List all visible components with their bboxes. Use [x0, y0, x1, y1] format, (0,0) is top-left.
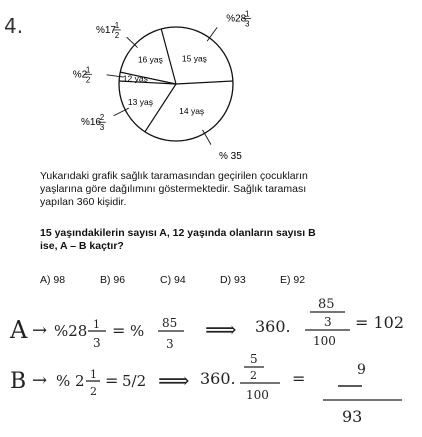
choice-e[interactable]: E) 92 — [280, 274, 306, 286]
hw-a-denom: 100 — [313, 334, 336, 348]
hw-a-var: A — [10, 316, 28, 344]
svg-text:%28: %28 — [226, 13, 247, 25]
svg-text:2: 2 — [99, 113, 105, 123]
hw-b-answer: 93 — [342, 407, 363, 426]
hw-b-eq2: = — [292, 369, 306, 388]
svg-text:%2: %2 — [72, 69, 88, 81]
hw-a-calc: 360. — [255, 317, 291, 336]
svg-text:%17: %17 — [95, 24, 116, 36]
hw-a-eq1: = — [112, 321, 126, 340]
question-number: 4. — [4, 14, 24, 38]
svg-text:3: 3 — [244, 19, 250, 29]
slice-label-4: 12 yaş — [122, 73, 148, 84]
svg-text:3: 3 — [99, 123, 105, 133]
slice-label-1: 15 yaş — [181, 53, 207, 64]
svg-text:1: 1 — [114, 20, 120, 30]
hw-b-denom: 100 — [246, 388, 269, 402]
hw-b-pct2: 5/2 — [122, 372, 147, 390]
hw-b-pct-den: 2 — [90, 385, 97, 398]
hw-a-pct: %28 — [54, 322, 88, 340]
hw-b-calc: 360. — [200, 369, 236, 388]
hw-a-pct2: % — [130, 322, 145, 340]
choice-a[interactable]: A) 98 — [40, 274, 66, 286]
svg-text:2: 2 — [114, 30, 120, 40]
slice-label-5: 16 yaş — [137, 54, 163, 65]
hw-a-arrow: → — [32, 320, 48, 341]
hw-a-pct-den: 3 — [93, 336, 101, 350]
svg-text:1: 1 — [85, 65, 91, 75]
question-text: 15 yaşındakilerin sayısı A, 12 yaşında olanların sayısı B ise, A – B kaçtır? — [40, 227, 316, 252]
hw-b-implies: ⟹ — [158, 369, 190, 394]
hw-a-pct-num: 1 — [93, 318, 100, 331]
hw-a-implies: ⟹ — [205, 318, 237, 343]
choice-d[interactable]: D) 93 — [220, 274, 246, 286]
svg-text:1: 1 — [244, 9, 250, 19]
svg-text:2: 2 — [85, 75, 91, 85]
hw-a-result: = 102 — [355, 313, 405, 332]
svg-text:%16: %16 — [80, 117, 101, 129]
hw-b-res-num: 9 — [357, 362, 366, 378]
hw-a-frac-num: 85 — [162, 316, 178, 330]
choice-c[interactable]: C) 94 — [160, 274, 186, 286]
hw-a-frac-den: 3 — [166, 337, 174, 351]
hw-b-frac-num: 5 — [250, 352, 258, 366]
hw-b-var: B — [10, 369, 27, 394]
hw-b-pct: % 2 — [56, 372, 85, 390]
description-text: Yukarıdaki grafik sağlık taramasından geçirilen çocukların yaşlarına göre dağılımını göstermektedir. Sağlık taraması yapılan 360 kişidir. — [40, 170, 308, 208]
handwriting-line-b — [10, 352, 402, 426]
hw-a-num-mid: 3 — [324, 315, 332, 329]
hw-b-frac-den: 2 — [250, 369, 257, 382]
slice-label-2: 14 yaş — [179, 106, 205, 117]
hw-b-arrow: → — [32, 370, 48, 391]
hw-b-eq1: = — [105, 371, 119, 390]
hw-b-pct-num: 1 — [90, 368, 97, 381]
svg-text:% 35: % 35 — [219, 151, 242, 163]
handwriting-line-a — [9, 297, 404, 351]
slice-label-3: 13 yaş — [127, 97, 153, 108]
choice-b[interactable]: B) 96 — [100, 274, 126, 286]
hw-a-num-top: 85 — [318, 297, 335, 312]
